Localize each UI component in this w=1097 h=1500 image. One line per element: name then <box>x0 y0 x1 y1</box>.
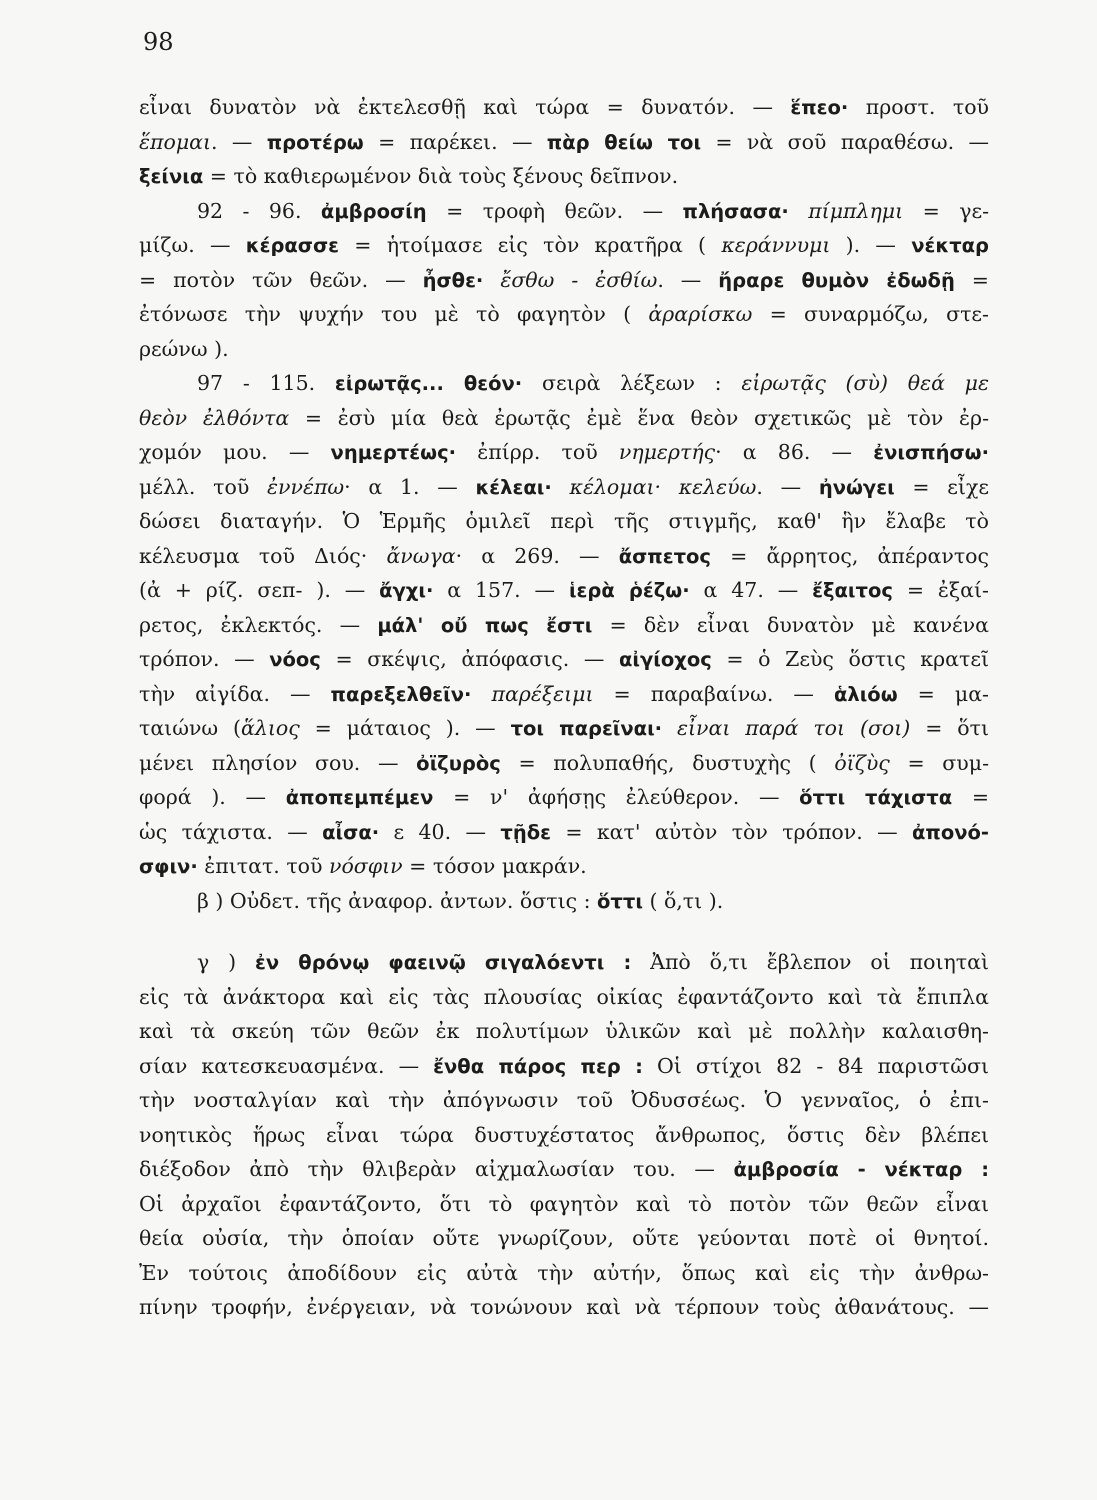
text-line: καὶ τὰ σκεύη τῶν θεῶν ἐκ πολυτίμων ὑλικῶν καὶ μὲ πολλὴν καλαισθη- <box>139 1019 989 1043</box>
text-line: ταιώνω (ἅλιος = μάταιος ). — τοι παρεῖναι· εἶναι παρά τοι (σοι) = ὅτι <box>139 716 989 740</box>
text-line: σίαν κατεσκευασμένα. — ἔνθα πάρος περ : Οἱ στίχοι 82 - 84 παριστῶσι <box>139 1053 989 1078</box>
text-line: = ποτὸν τῶν θεῶν. — ἦσθε· ἔσθω - ἐσθίω. — ἤραρε θυμὸν ἐδωδῇ = <box>139 267 989 292</box>
text-line: γ ) ἐν θρόνῳ φαεινῷ σιγαλόεντι : Ἀπὸ ὅ,τι ἔβλεπον οἱ ποιηταὶ <box>197 950 989 974</box>
text-line: Ἐν τούτοις ἀποδίδουν εἰς αὐτὰ τὴν αὐτήν, ὅπως καὶ εἰς τὴν ἀνθρω- <box>139 1260 989 1285</box>
text-line: τρόπον. — νόος = σκέψις, ἀπόφασις. — αἰγίοχος = ὁ Ζεὺς ὅστις κρατεῖ <box>139 647 989 671</box>
text-line: θεὸν ἐλθόντα = ἐσὺ μία θεὰ ἐρωτᾷς ἐμὲ ἕνα θεὸν σχετικῶς μὲ τὸν ἐρ- <box>139 405 989 430</box>
text-line: μένει πλησίον σου. — ὀϊζυρὸς = πολυπαθής, δυστυχὴς ( ὀϊζὺς = συμ- <box>139 750 989 775</box>
page-body-text <box>139 90 989 1325</box>
text-line: κέλευσμα τοῦ Διός· ἄνωγα· α 269. — ἄσπετος = ἄρρητος, ἀπέραντος <box>139 543 989 568</box>
text-line: μίζω. — κέρασσε = ἡτοίμασε εἰς τὸν κρατῆρα ( κεράννυμι ). — νέκταρ <box>139 233 989 257</box>
text-line: (ἀ + ρίζ. σεπ- ). — ἄγχι· α 157. — ἱερὰ ῥέζω· α 47. — ἔξαιτος = ἐξαί- <box>139 578 989 602</box>
text-line: θεία οὐσία, τὴν ὁποίαν οὔτε γνωρίζουν, οὔτε γεύονται ποτὲ οἱ θνητοί. <box>139 1226 989 1250</box>
text-line: τὴν νοσταλγίαν καὶ τὴν ἀπόγνωσιν τοῦ Ὀδυσσέως. Ὁ γενναῖος, ὁ ἐπι- <box>139 1088 989 1112</box>
text-line: β ) Οὐδετ. τῆς ἀναφορ. ἀντων. ὅστις : ὅττι ( ὅ,τι ). <box>197 888 724 913</box>
text-line: 92 - 96. ἀμβροσίη = τροφὴ θεῶν. — πλήσασα· πίμπλημι = γε- <box>197 198 989 223</box>
text-line: Οἱ ἀρχαῖοι ἐφαντάζοντο, ὅτι τὸ φαγητὸν καὶ τὸ ποτὸν τῶν θεῶν εἶναι <box>139 1191 989 1216</box>
text-line: ξείνια = τὸ καθιερωμένον διὰ τοὺς ξένους δεῖπνον. <box>139 164 679 188</box>
text-line: ἕπομαι. — προτέρω = παρέκει. — πὰρ θείω τοι = νὰ σοῦ παραθέσω. — <box>139 129 989 154</box>
text-line: δώσει διαταγήν. Ὁ Ἑρμῆς ὁμιλεῖ περὶ τῆς στιγμῆς, καθ' ἣν ἔλαβε τὸ <box>139 509 989 533</box>
text-line: φορά ). — ἀποπεμπέμεν = ν' ἀφήσῃς ἐλεύθερον. — ὅττι τάχιστα = <box>139 785 989 809</box>
text-line: σφιν· ἐπιτατ. τοῦ νόσφιν = τόσον μακράν. <box>139 854 587 878</box>
text-line: μέλλ. τοῦ ἐννέπω· α 1. — κέλεαι· κέλομαι· κελεύω. — ἠνώγει = εἶχε <box>139 474 989 499</box>
text-line: χομόν μου. — νημερτέως· ἐπίρρ. τοῦ νημερτής· α 86. — ἐνισπήσω· <box>139 440 989 464</box>
text-line: ρεώνω ). <box>139 336 229 361</box>
text-line: τὴν αἰγίδα. — παρεξελθεῖν· παρέξειμι = παραβαίνω. — ἁλιόω = μα- <box>139 681 989 706</box>
page-number: 98 <box>143 28 174 56</box>
text-line: εἰς τὰ ἀνάκτορα καὶ εἰς τὰς πλουσίας οἰκίας ἐφαντάζοντο καὶ τὰ ἔπιπλα <box>139 984 989 1009</box>
text-line: πίνην τροφήν, ἐνέργειαν, νὰ τονώνουν καὶ νὰ τέρπουν τοὺς ἀθανάτους. — <box>139 1295 989 1319</box>
text-line: ἐτόνωσε τὴν ψυχήν του μὲ τὸ φαγητὸν ( ἀραρίσκω = συναρμόζω, στε- <box>139 302 989 326</box>
text-line: εἶναι δυνατὸν νὰ ἐκτελεσθῇ καὶ τώρα = δυνατόν. — ἕπεο· προστ. τοῦ <box>139 95 989 119</box>
text-line: διέξοδον ἀπὸ τὴν θλιβερὰν αἰχμαλωσίαν του. — ἀμβροσία - νέκταρ : <box>139 1157 989 1181</box>
text-line: 97 - 115. εἰρωτᾷς... θεόν· σειρὰ λέξεων : εἰρωτᾷς (σὺ) θεά με <box>197 371 989 395</box>
text-line: νοητικὸς ἥρως εἶναι τώρα δυστυχέστατος ἄνθρωπος, ὅστις δὲν βλέπει <box>139 1122 989 1147</box>
text-line: ὡς τάχιστα. — αἶσα· ε 40. — τῇδε = κατ' αὐτὸν τὸν τρόπον. — ἀπονό- <box>139 819 989 844</box>
text-line: ρετος, ἐκλεκτός. — μάλ' οὔ πως ἔστι = δὲν εἶναι δυνατὸν μὲ κανένα <box>139 612 989 637</box>
